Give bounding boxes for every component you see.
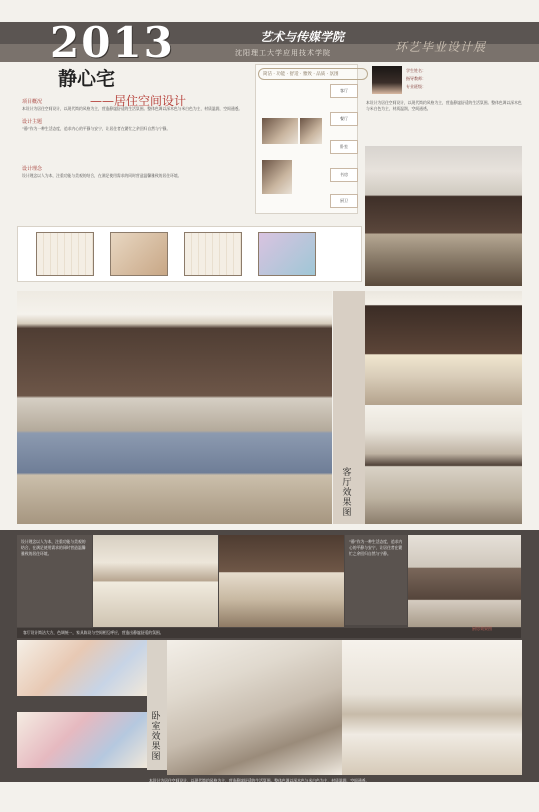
- floorplan: [258, 232, 316, 276]
- living-room-photo: [365, 407, 522, 524]
- profile-label: 指导教师：: [406, 76, 426, 81]
- kitchen-label: 厨房效果图: [472, 626, 492, 631]
- section-heading: 设计主题: [22, 119, 43, 125]
- floorplan: [36, 232, 94, 276]
- section-body: 本设计为居住空间设计，以现代简约风格为主，营造静谧舒适的生活氛围。整体色调以深木色与米白色为主，材质温润，空间通透。: [22, 106, 243, 111]
- project-title: 静心宅: [58, 68, 116, 90]
- keyword: 品质: [316, 72, 326, 77]
- caption-strip: 客厅设计简洁大方，色调统一，家具陈设与空间相互呼应，营造出静谧舒适的氛围。: [17, 628, 521, 638]
- concept-thumbnail: [262, 118, 298, 144]
- dining-photo: [93, 535, 218, 627]
- dining-text: 设计理念以人为本，注重功能与美观的结合，在满足使用需求的同时营造温馨雅致的居住环境。: [17, 535, 92, 627]
- bathroom-photo: [167, 640, 342, 775]
- living-room-label: 客厅效果图: [342, 468, 352, 518]
- kitchen-text: “静”作为一种生活态度，追求内心的平静与安宁，让居住者在繁忙之余回归自然与宁静。: [345, 535, 407, 625]
- keyword: 氛围: [329, 72, 339, 77]
- hero-living-photo: [365, 146, 522, 286]
- school-subtitle: 沈阳理工大学应用技术学院: [235, 49, 331, 57]
- exhibition-title: 环艺毕业设计展: [395, 40, 487, 54]
- bedroom-photo: [342, 640, 522, 775]
- section-body: “静”作为一种生活态度，追求内心的平静与安宁，让居住者在繁忙之余回归自然与宁静。: [22, 126, 171, 131]
- section-body: 设计理念以人为本，注重功能与美观的结合，在满足使用需求的同时营造温馨雅致的居住环境。: [22, 173, 182, 178]
- kitchen-photo: [408, 535, 521, 627]
- flow-item: 卧室: [330, 140, 358, 154]
- project-subtitle: ——居住空间设计: [90, 94, 187, 108]
- floorplan: [184, 232, 242, 276]
- year-title: 2013: [50, 18, 175, 67]
- bedroom-label: 卧室效果图: [151, 712, 161, 762]
- footer-text: 本设计为居住空间设计，以现代简约风格为主，营造静谧舒适的生活氛围。整体色调以深木色与米白色为主，材质温润，空间通透。: [149, 778, 370, 783]
- concept-thumbnail: [300, 118, 322, 144]
- keyword: 雅致: [302, 72, 312, 77]
- flow-item: 书房: [330, 168, 358, 182]
- bedroom-sketch: [17, 712, 147, 768]
- profile-label: 专业班级：: [406, 84, 426, 89]
- keyword: 简洁: [263, 72, 272, 77]
- concept-thumbnail: [262, 160, 292, 194]
- dining-photo: [219, 535, 344, 627]
- school-name: 艺术与传媒学院: [260, 30, 345, 44]
- section-heading: 设计理念: [22, 166, 43, 172]
- bedroom-sketch: [17, 640, 147, 696]
- keywords-bar: 简洁 · 功能 · 舒适 · 雅致 · 品质 · 氛围: [258, 68, 368, 80]
- living-room-photo: [365, 291, 522, 405]
- flow-item: 厨卫: [330, 194, 358, 208]
- avatar: [372, 66, 402, 94]
- profile-label: 学生姓名：: [406, 68, 426, 73]
- flow-item: 客厅: [330, 84, 358, 98]
- living-room-photo: [17, 291, 332, 524]
- section-heading: 项目概况: [22, 99, 43, 105]
- flow-item: 餐厅: [330, 112, 358, 126]
- keyword: 功能: [276, 72, 286, 77]
- floorplan: [110, 232, 168, 276]
- keyword: 舒适: [289, 72, 299, 77]
- profile-text: 本设计为居住空间设计，以现代简约风格为主，营造静谧舒适的生活氛围。整体色调以深木色与米白色为主，材质温润，空间通透。: [366, 100, 522, 111]
